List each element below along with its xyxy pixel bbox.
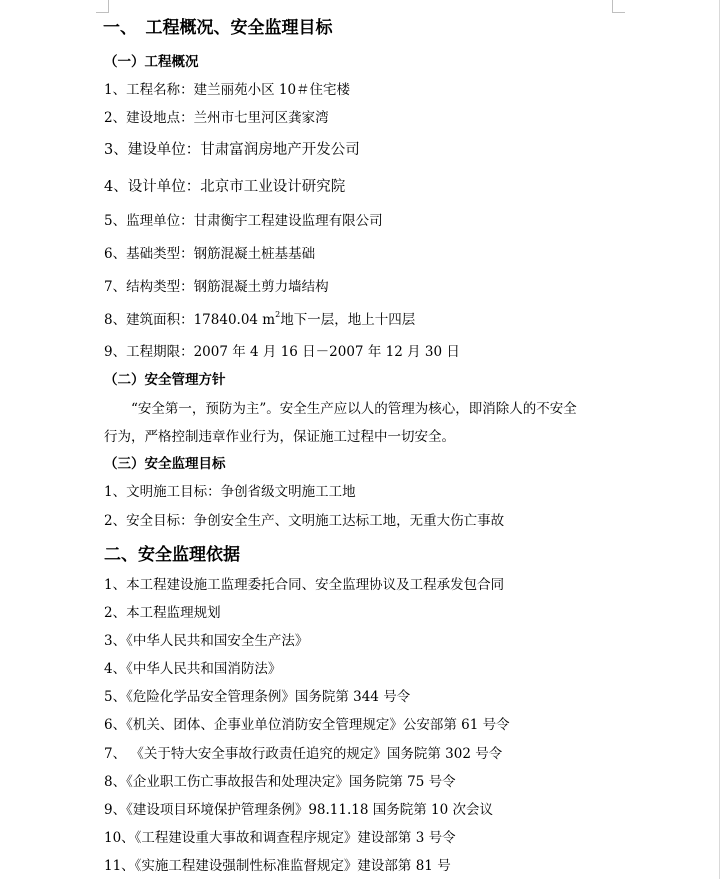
design-unit: 4、设计单位：北京市工业设计研究院 — [104, 179, 346, 195]
basis-item: 8、《企业职工伤亡事故报告和处理决定》国务院第 75 号令 — [104, 774, 456, 790]
building-area-value: 8、建筑面积：17840.04 m — [104, 312, 276, 328]
basis-item: 5、《危险化学品安全管理条例》国务院第 344 号令 — [104, 689, 411, 705]
civilized-construction-goal: 1、文明施工目标：争创省级文明施工工地 — [104, 484, 356, 500]
basis-item: 9、《建设项目环境保护管理条例》98.11.18 国务院第 10 次会议 — [104, 802, 494, 818]
policy-paragraph-line-2: 行为，严格控制违章作业行为，保证施工过程中一切安全。 — [104, 429, 455, 445]
basis-item: 7、 《关于特大安全事故行政责任追究的规定》国务院第 302 号令 — [104, 746, 503, 762]
basis-item: 11、《实施工程建设强制性标准监督规定》建设部第 81 号 — [104, 858, 451, 874]
basis-item: 10、《工程建设重大事故和调查程序规定》建设部第 3 号令 — [104, 830, 456, 846]
section-2-heading: 二、安全监理依据 — [104, 545, 240, 565]
subsection-3-heading: （三）安全监理目标 — [104, 456, 226, 472]
section-1-heading: 一、 工程概况、安全监理目标 — [103, 18, 333, 38]
basis-item: 3、《中华人民共和国安全生产法》 — [104, 633, 309, 649]
construction-unit: 3、建设单位：甘肃富润房地产开发公司 — [104, 142, 360, 158]
project-location: 2、建设地点：兰州市七里河区龚家湾 — [104, 110, 329, 126]
structure-type: 7、结构类型：钢筋混凝土剪力墙结构 — [104, 279, 329, 295]
basis-item: 2、本工程监理规划 — [104, 605, 221, 621]
foundation-type: 6、基础类型：钢筋混凝土桩基基础 — [104, 246, 316, 262]
subsection-1-heading: （一）工程概况 — [104, 54, 199, 70]
subsection-2-heading: （二）安全管理方针 — [104, 372, 226, 388]
project-period: 9、工程期限：2007 年 4 月 16 日－2007 年 12 月 30 日 — [104, 344, 460, 360]
project-name: 1、工程名称：建兰丽苑小区 10＃住宅楼 — [104, 82, 351, 98]
basis-item: 6、《机关、团体、企事业单位消防安全管理规定》公安部第 61 号令 — [104, 717, 510, 733]
basis-item: 4、《中华人民共和国消防法》 — [104, 661, 282, 677]
area-unit-superscript: 2 — [275, 310, 281, 319]
safety-goal: 2、安全目标：争创安全生产、文明施工达标工地，无重大伤亡事故 — [104, 513, 505, 529]
basis-item: 1、本工程建设施工监理委托合同、安全监理协议及工程承发包合同 — [104, 577, 505, 593]
supervision-unit: 5、监理单位：甘肃衡宇工程建设监理有限公司 — [104, 213, 383, 229]
page-corner-mark-right — [612, 0, 625, 13]
building-floors: 地下一层，地上十四层 — [280, 312, 416, 328]
policy-paragraph-line-1: “安全第一，预防为主”。安全生产应以人的管理为核心，即消除人的不安全 — [131, 401, 577, 417]
building-area — [104, 308, 415, 328]
page-corner-mark-left — [96, 0, 109, 13]
